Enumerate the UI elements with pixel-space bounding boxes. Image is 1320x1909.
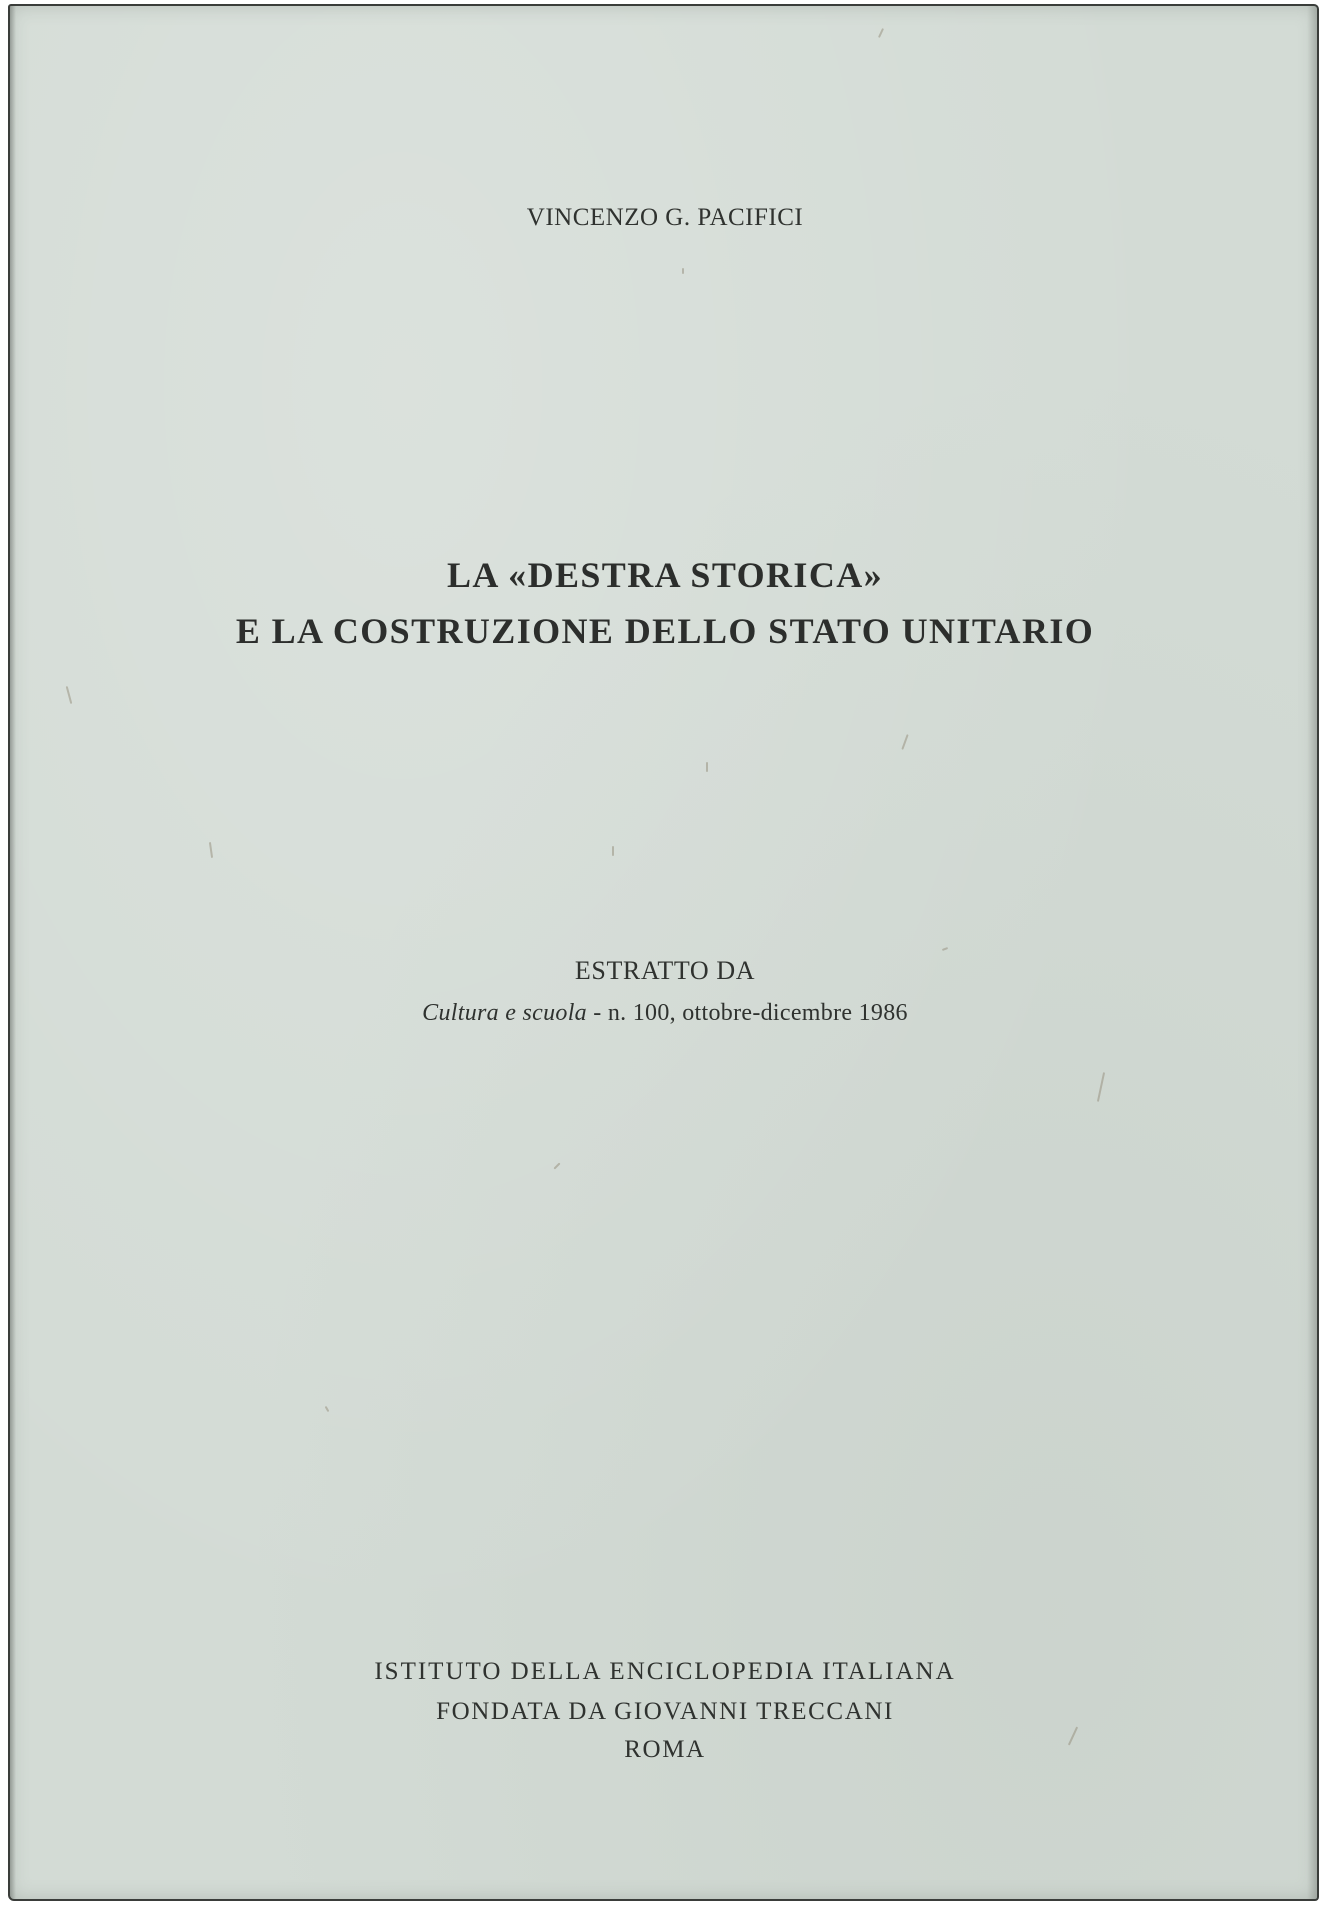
publisher-city: ROMA xyxy=(624,1736,706,1763)
paper-fiber xyxy=(682,268,684,274)
paper-fiber xyxy=(878,28,884,38)
paper-fiber xyxy=(612,846,614,856)
publisher-line-1: ISTITUTO DELLA ENCICLOPEDIA ITALIANA xyxy=(374,1658,956,1685)
spine-shadow xyxy=(10,6,16,1899)
extract-label: ESTRATTO DA xyxy=(574,956,756,985)
publisher-line-2: FONDATA DA GIOVANNI TRECCANI xyxy=(436,1698,894,1725)
paper-fiber xyxy=(325,1406,330,1412)
title-line-2: E LA COSTRUZIONE DELLO STATO UNITARIO xyxy=(235,611,1095,651)
paper-fiber xyxy=(553,1162,560,1169)
source-citation xyxy=(10,1000,1319,1027)
journal-title: Cultura e scuola xyxy=(422,1000,587,1026)
paper-fiber xyxy=(706,762,708,772)
paper-fiber xyxy=(209,842,213,858)
paper-fiber xyxy=(942,947,948,951)
paper-fiber xyxy=(1097,1072,1105,1102)
paper-fiber xyxy=(901,734,908,750)
booklet-cover xyxy=(8,4,1319,1901)
issue-details: - n. 100, ottobre-dicembre 1986 xyxy=(586,1000,908,1026)
title-line-1: LA «DESTRA STORICA» xyxy=(446,555,884,595)
edge-wear xyxy=(1307,6,1317,1899)
paper-fiber xyxy=(66,686,73,704)
author-name: VINCENZO G. PACIFICI xyxy=(526,204,804,231)
